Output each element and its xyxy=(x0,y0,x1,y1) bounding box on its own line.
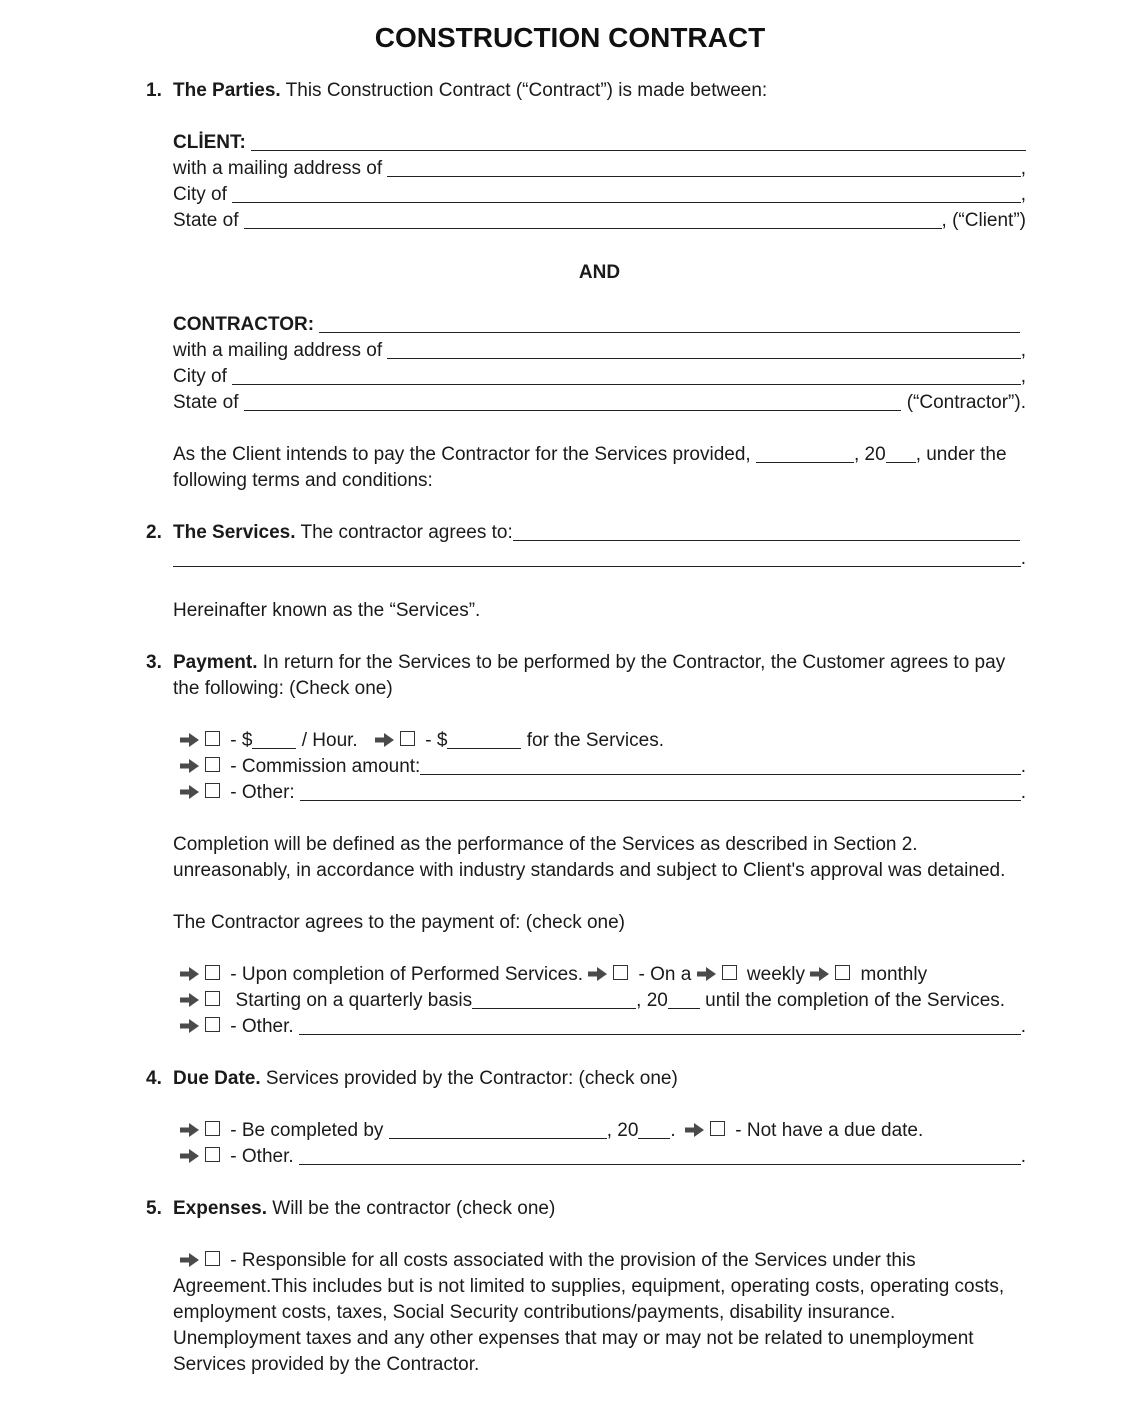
expenses-text: Agreement.This includes but is not limited to supplies, equipment, operating costs, operating costs, xyxy=(173,1276,1005,1297)
client-state-field[interactable] xyxy=(244,228,942,229)
arrow-icon xyxy=(180,733,199,747)
section-number: 3. xyxy=(146,652,162,673)
client-name-field[interactable] xyxy=(251,150,1026,151)
hourly-checkbox[interactable] xyxy=(205,731,220,746)
arrow-icon xyxy=(685,1123,704,1137)
quarterly-checkbox[interactable] xyxy=(205,991,220,1006)
city-label: City of xyxy=(173,366,233,387)
section-services xyxy=(146,520,1026,624)
client-city-field[interactable] xyxy=(232,202,1021,203)
completed-by-checkbox[interactable] xyxy=(205,1121,220,1136)
option-text: Starting on a quarterly basis xyxy=(225,990,473,1011)
services-field-line2[interactable] xyxy=(173,566,1021,567)
section-heading: The Parties. xyxy=(173,80,281,101)
option-text: - Not have a due date. xyxy=(729,1120,924,1141)
mailing-label: with a mailing address of xyxy=(173,158,388,179)
arrow-icon xyxy=(180,1253,199,1267)
section-parties xyxy=(146,78,1026,494)
client-address-field[interactable] xyxy=(387,176,1020,177)
intent-text: As the Client intends to pay the Contractor for the Services provided, xyxy=(173,444,756,465)
expenses-text: Services provided by the Contractor. xyxy=(173,1354,480,1375)
period: . xyxy=(1020,756,1026,777)
section-due-date xyxy=(146,1066,1026,1170)
city-label: City of xyxy=(173,184,233,205)
period: . xyxy=(1020,1146,1026,1167)
section-text: the following: (Check one) xyxy=(173,678,393,699)
other-payment-checkbox[interactable] xyxy=(205,783,220,798)
contractor-label: CONTRACTOR: xyxy=(173,314,315,335)
comma: , xyxy=(1020,158,1026,179)
option-text: / Hour. xyxy=(296,730,363,751)
comma: , xyxy=(1020,340,1026,361)
period: . xyxy=(1020,782,1026,803)
contractor-address-field[interactable] xyxy=(387,358,1020,359)
arrow-icon xyxy=(180,1149,199,1163)
due-year-field[interactable] xyxy=(638,1138,670,1139)
contractor-city-field[interactable] xyxy=(232,384,1021,385)
commission-field[interactable] xyxy=(420,774,1020,775)
year-prefix: , 20 xyxy=(606,1120,639,1141)
period: . xyxy=(1020,548,1026,569)
arrow-icon xyxy=(180,1019,199,1033)
arrow-icon xyxy=(375,733,394,747)
arrow-icon xyxy=(697,967,716,981)
mailing-label: with a mailing address of xyxy=(173,340,388,361)
other-schedule-field[interactable] xyxy=(299,1034,1021,1035)
option-text: - $ xyxy=(419,730,448,751)
monthly-checkbox[interactable] xyxy=(835,965,850,980)
section-heading: Payment. xyxy=(173,652,258,673)
arrow-icon xyxy=(180,967,199,981)
payment-schedule-text: The Contractor agrees to the payment of: (check one) xyxy=(173,912,626,933)
hereinafter-text: Hereinafter known as the “Services”. xyxy=(173,600,481,621)
other-due-checkbox[interactable] xyxy=(205,1147,220,1162)
comma: , xyxy=(1020,366,1026,387)
option-text: monthly xyxy=(855,964,928,985)
section-number: 2. xyxy=(146,522,162,543)
and-label: AND xyxy=(578,262,621,283)
section-heading: Due Date. xyxy=(173,1068,261,1089)
client-label: CLİENT: xyxy=(173,132,246,153)
section-text: This Construction Contract (“Contract”) is made between: xyxy=(280,80,768,101)
arrow-icon xyxy=(810,967,829,981)
section-heading: Expenses. xyxy=(173,1198,267,1219)
contract-body xyxy=(146,78,1026,1404)
option-text: - Responsible for all costs associated with the provision of the Services under this xyxy=(225,1250,916,1271)
option-text: for the Services. xyxy=(521,730,664,751)
completion-text: unreasonably, in accordance with industry standards and subject to Client's approval was detained. xyxy=(173,860,1006,881)
expenses-text: employment costs, taxes, Social Security contributions/payments, disability insurance. xyxy=(173,1302,896,1323)
expenses-text: Unemployment taxes and any other expenses that may or may not be related to unemployment xyxy=(173,1328,974,1349)
option-text: - Other. xyxy=(225,1016,299,1037)
quarterly-year-field[interactable] xyxy=(668,1008,700,1009)
arrow-icon xyxy=(180,759,199,773)
section-number: 4. xyxy=(146,1068,162,1089)
start-date-field[interactable] xyxy=(756,462,854,463)
option-text: - Be completed by xyxy=(225,1120,389,1141)
period: . xyxy=(1020,1016,1026,1037)
section-number: 1. xyxy=(146,80,162,101)
flat-fee-checkbox[interactable] xyxy=(400,731,415,746)
contractor-state-field[interactable] xyxy=(244,410,902,411)
option-text: - $ xyxy=(225,730,253,751)
option-text: weekly xyxy=(741,964,811,985)
contractor-suffix: (“Contractor”). xyxy=(901,392,1026,413)
weekly-checkbox[interactable] xyxy=(722,965,737,980)
no-due-date-checkbox[interactable] xyxy=(710,1121,725,1136)
other-due-field[interactable] xyxy=(299,1164,1021,1165)
state-label: State of xyxy=(173,392,244,413)
completion-text: Completion will be defined as the performance of the Services as described in Section 2. xyxy=(173,834,918,855)
option-text: - On a xyxy=(633,964,697,985)
year-prefix: , 20 xyxy=(636,990,668,1011)
hourly-rate-field[interactable] xyxy=(252,748,296,749)
start-year-field[interactable] xyxy=(886,462,916,463)
section-text: Services provided by the Contractor: (check one) xyxy=(260,1068,678,1089)
commission-checkbox[interactable] xyxy=(205,757,220,772)
section-text: Will be the contractor (check one) xyxy=(267,1198,556,1219)
document-title: CONSTRUCTION CONTRACT xyxy=(374,22,766,53)
section-payment xyxy=(146,650,1026,1040)
option-text: - Upon completion of Performed Services. xyxy=(225,964,589,985)
other-schedule-checkbox[interactable] xyxy=(205,1017,220,1032)
section-expenses xyxy=(146,1196,1026,1378)
option-text: - Other: xyxy=(225,782,300,803)
section-text: The contractor agrees to: xyxy=(295,522,513,543)
arrow-icon xyxy=(588,967,607,981)
arrow-icon xyxy=(180,1123,199,1137)
client-suffix: , (“Client”) xyxy=(941,210,1026,231)
period: . xyxy=(670,1120,681,1141)
services-field[interactable] xyxy=(513,540,1020,541)
contractor-name-field[interactable] xyxy=(319,332,1020,333)
arrow-icon xyxy=(180,785,199,799)
upon-completion-checkbox[interactable] xyxy=(205,965,220,980)
year-prefix: , 20 xyxy=(853,444,886,465)
arrow-icon xyxy=(180,993,199,1007)
option-text: - Commission amount: xyxy=(225,756,421,777)
responsible-costs-checkbox[interactable] xyxy=(205,1251,220,1266)
intent-text: , under the xyxy=(915,444,1007,465)
quarterly-start-field[interactable] xyxy=(472,1008,636,1009)
other-payment-field[interactable] xyxy=(300,800,1021,801)
section-number: 5. xyxy=(146,1198,162,1219)
option-text: - Other. xyxy=(225,1146,299,1167)
flat-fee-field[interactable] xyxy=(447,748,521,749)
option-text: until the completion of the Services. xyxy=(699,990,1006,1011)
intent-text: following terms and conditions: xyxy=(173,470,433,491)
due-date-field[interactable] xyxy=(389,1138,607,1139)
state-label: State of xyxy=(173,210,244,231)
comma: , xyxy=(1020,184,1026,205)
section-heading: The Services. xyxy=(173,522,296,543)
section-text: In return for the Services to be performed by the Contractor, the Customer agrees to pay xyxy=(257,652,1006,673)
periodic-checkbox[interactable] xyxy=(613,965,628,980)
